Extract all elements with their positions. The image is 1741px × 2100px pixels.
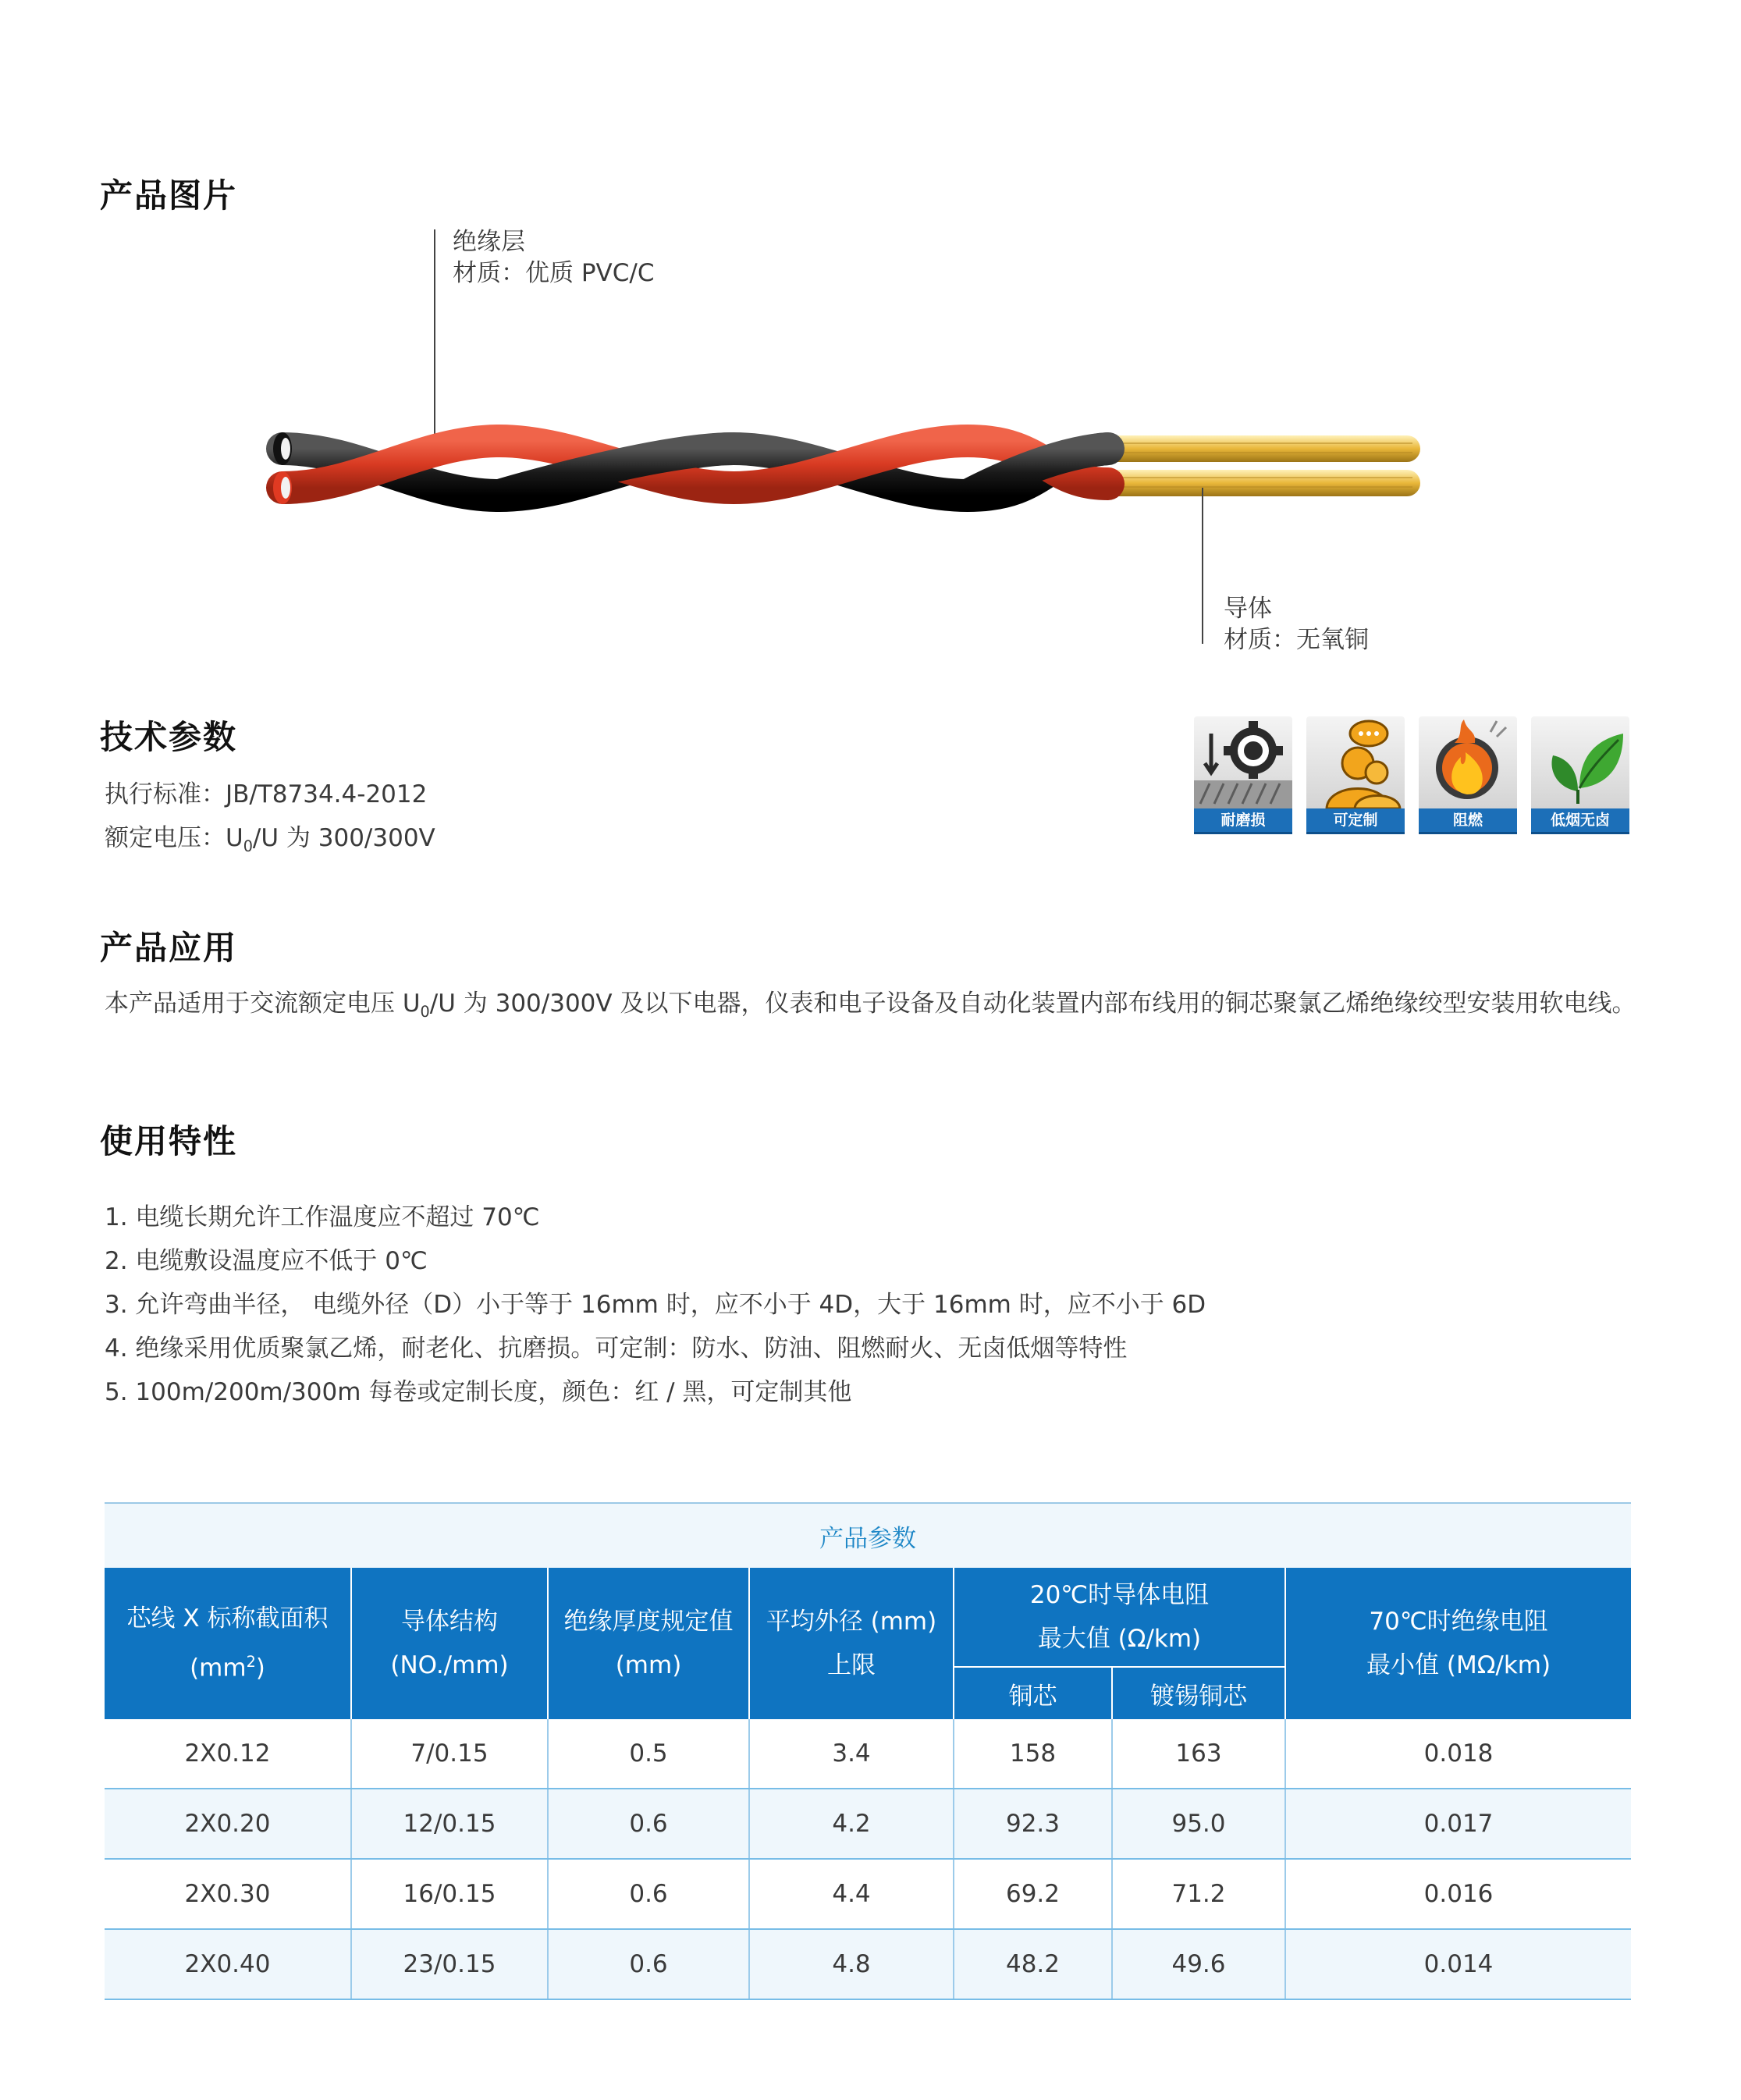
table-cell: 158 [954, 1719, 1112, 1789]
table-cell: 0.014 [1285, 1929, 1631, 1999]
copper-conductor-top [1100, 435, 1420, 462]
table-cell: 0.016 [1285, 1859, 1631, 1929]
usage-item: 1. 电缆长期允许工作温度应不超过 70℃ [105, 1203, 540, 1231]
tech-heading: 技术参数 [100, 718, 238, 756]
table-cell: 95.0 [1112, 1789, 1285, 1859]
usage-heading: 使用特性 [100, 1122, 238, 1160]
table-cell: 163 [1112, 1719, 1285, 1789]
table-cell: 2X0.30 [105, 1859, 351, 1929]
header-insulation-thickness: 绝缘厚度规定值 (mm) [548, 1568, 749, 1719]
conductor-callout-title: 导体 [1224, 595, 1272, 623]
badge-flame-retardant [1419, 716, 1517, 834]
table-cell: 69.2 [954, 1859, 1112, 1929]
table-cell: 0.6 [548, 1929, 749, 1999]
table-caption: 产品参数 [105, 1503, 1631, 1568]
table-cell: 23/0.15 [351, 1929, 548, 1999]
usage-item: 5. 100m/200m/300m 每卷或定制长度，颜色：红 / 黑，可定制其他 [105, 1378, 852, 1406]
header-copper: 铜芯 [954, 1667, 1112, 1719]
table-cell: 4.4 [749, 1859, 954, 1929]
usage-item: 2. 电缆敷设温度应不低于 0℃ [105, 1247, 428, 1275]
conductor-callout-line [1202, 488, 1203, 644]
header-tinned-copper: 镀锡铜芯 [1112, 1667, 1285, 1719]
table-cell: 71.2 [1112, 1859, 1285, 1929]
header-cross-section: 芯线 X 标称截面积 $(mm^2)$ [105, 1568, 351, 1719]
table-cell: 3.4 [749, 1719, 954, 1789]
table-cell: 2X0.20 [105, 1789, 351, 1859]
table-cell: 0.5 [548, 1719, 749, 1789]
table-cell: 12/0.15 [351, 1789, 548, 1859]
product-params-table [105, 1502, 1631, 2000]
badge-label: 可定制 [1306, 808, 1405, 834]
insulation-callout-line [434, 229, 435, 439]
application-heading: 产品应用 [100, 929, 238, 967]
table-cell: 7/0.15 [351, 1719, 548, 1789]
header-conductor-resistance: 20℃时导体电阻 最大值 (Ω/km) [954, 1568, 1285, 1667]
table-cell: 48.2 [954, 1929, 1112, 1999]
table-cell: 92.3 [954, 1789, 1112, 1859]
table-cell: 2X0.40 [105, 1929, 351, 1999]
table-cell: 49.6 [1112, 1929, 1285, 1999]
badge-customizable [1306, 716, 1405, 834]
table-cell: 4.8 [749, 1929, 954, 1999]
badge-label: 低烟无卤 [1531, 808, 1629, 834]
table-cell: 0.017 [1285, 1789, 1631, 1859]
table-cell: 0.6 [548, 1789, 749, 1859]
table-cell: 4.2 [749, 1789, 954, 1859]
table-row [105, 1929, 1631, 1999]
flame-retardant-icon [1419, 716, 1517, 808]
table-cell: 16/0.15 [351, 1859, 548, 1929]
badge-low-smoke-halogen-free [1531, 716, 1629, 834]
table-cell: 0.018 [1285, 1719, 1631, 1789]
table-row [105, 1789, 1631, 1859]
table-cell: 2X0.12 [105, 1719, 351, 1789]
header-conductor-structure: 导体结构 (NO./mm) [351, 1568, 548, 1719]
conductor-callout-material: 材质：无氧铜 [1224, 626, 1369, 654]
insulation-callout [453, 226, 655, 289]
leaf-icon [1531, 716, 1629, 808]
usage-list [105, 1196, 1206, 1414]
table-row [105, 1859, 1631, 1929]
copper-conductor-bottom [1100, 470, 1420, 496]
header-outer-diameter: 平均外径 (mm) 上限 [749, 1568, 954, 1719]
table-row [105, 1719, 1631, 1789]
table-cell: 0.6 [548, 1859, 749, 1929]
tech-standard: 执行标准：JB/T8734.4-2012 [105, 780, 428, 808]
conductor-callout [1224, 593, 1369, 656]
insulation-callout-title: 绝缘层 [453, 228, 525, 256]
gear-wear-icon [1194, 716, 1292, 808]
header-insulation-resistance: 70℃时绝缘电阻 最小值 (MΩ/km) [1285, 1568, 1631, 1719]
tech-voltage: 额定电压：$U_0/U$ 为 300/300V [105, 824, 435, 856]
badge-wear-resistant [1194, 716, 1292, 834]
usage-item: 4. 绝缘采用优质聚氯乙烯，耐老化、抗磨损。可定制：防水、防油、阻燃耐火、无卤低烟等特性 [105, 1334, 1128, 1363]
usage-item: 3. 允许弯曲半径， 电缆外径（D）小于等于 16mm 时，应不小于 4D，大于 16mm 时，应不小于 6D [105, 1291, 1206, 1319]
customize-people-icon [1306, 716, 1405, 808]
badge-label: 耐磨损 [1194, 808, 1292, 834]
insulation-callout-material: 材质：优质 PVC/C [453, 259, 655, 287]
application-text: 本产品适用于交流额定电压 $U_0/U$ 为 300/300V 及以下电器，仪表和电子设备及自动化装置内部布线用的铜芯聚氯乙烯绝缘绞型安装用软电线。 [105, 990, 1636, 1022]
cable-illustration [265, 421, 1436, 515]
badge-label: 阻燃 [1419, 808, 1517, 834]
product-image-heading: 产品图片 [100, 176, 238, 215]
